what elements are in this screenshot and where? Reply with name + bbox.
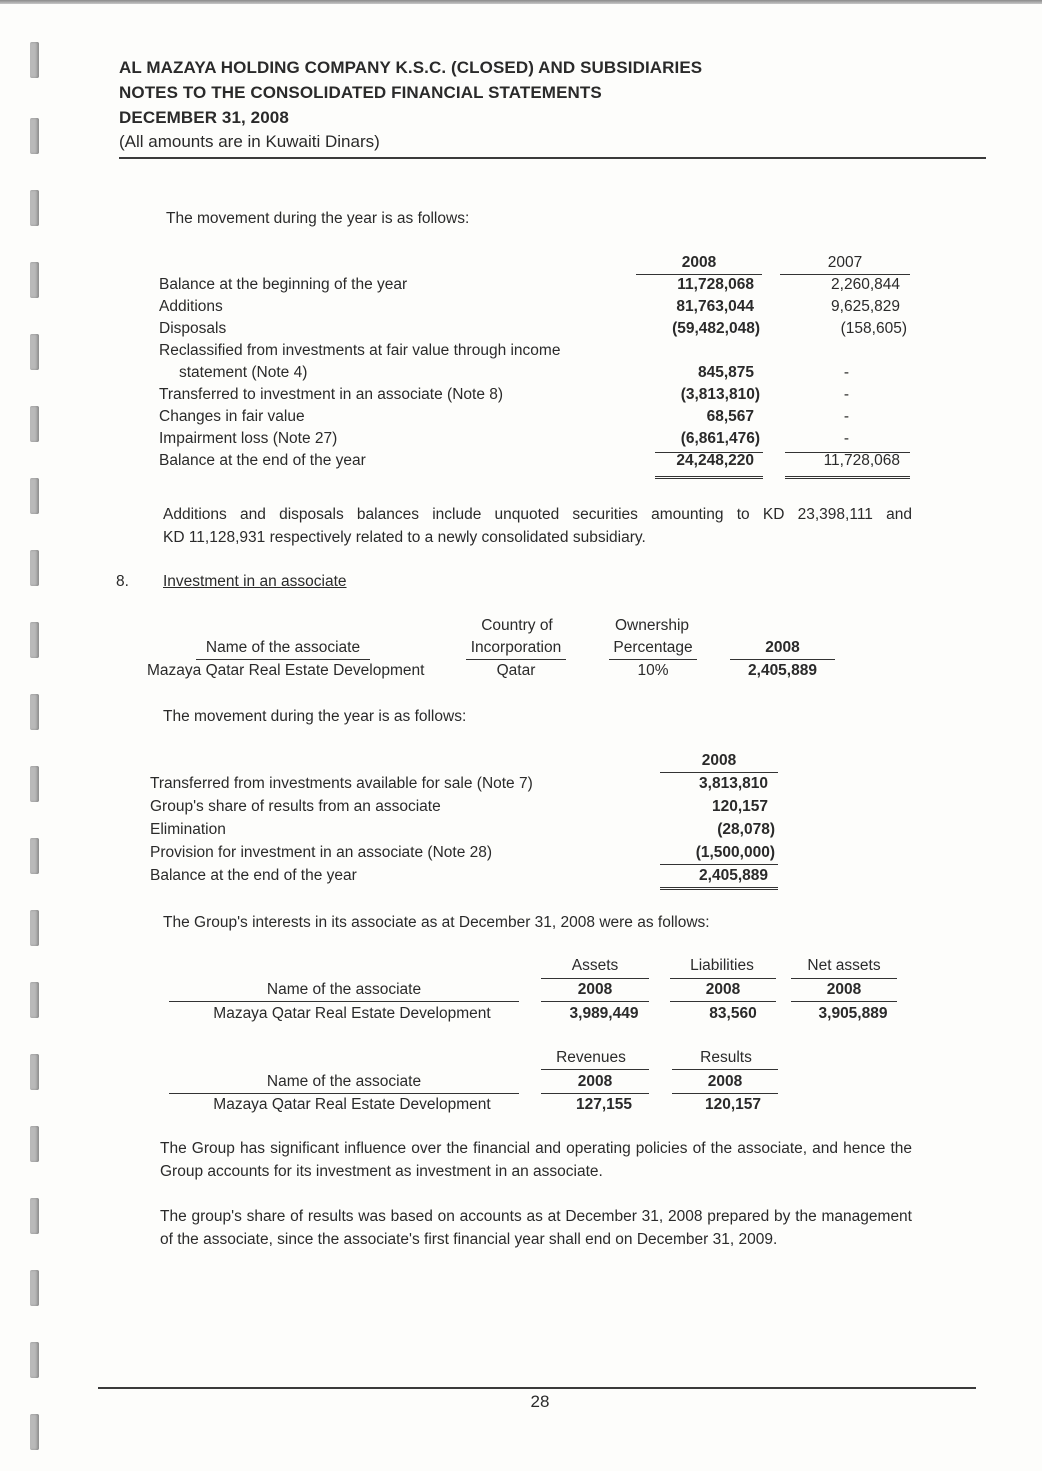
row-label: Transferred from investments available for sale (Note 7) [150, 775, 533, 792]
binder-hole [30, 406, 39, 442]
col-year-net: 2008 [791, 979, 897, 1002]
row-label: Disposals [159, 320, 227, 337]
binder-hole [30, 262, 39, 298]
col-liabilities: Liabilities [690, 957, 754, 974]
table-row [159, 450, 919, 472]
para2-line2: of the associate, since the associate's first financial year shall end on December 31, 2009. [160, 1231, 778, 1248]
row-value-2007: 2,260,844 [831, 276, 900, 293]
table-row [159, 274, 919, 296]
binder-hole [30, 1342, 39, 1378]
para1-line2: Group accounts for its investment as investment in an associate. [160, 1163, 603, 1180]
total-rule [785, 476, 910, 479]
row-value-2007: - [843, 408, 849, 425]
row-value: 3,813,810 [699, 775, 768, 792]
row-label: Provision for investment in an associate (Note 28) [150, 844, 493, 861]
table-row [159, 384, 919, 406]
company-name: AL MAZAYA HOLDING COMPANY K.S.C. (CLOSED) AND SUBSIDIARIES [119, 58, 703, 77]
row-value-2008: (3,813,810) [680, 386, 760, 403]
avs-col-2007: 2007 [780, 252, 910, 275]
associate-value: 2,405,889 [748, 662, 817, 679]
col-year-liabilities: 2008 [670, 979, 776, 1002]
row-value-2008: 81,763,044 [676, 298, 754, 315]
associate-name: Mazaya Qatar Real Estate Development [147, 662, 425, 679]
net-assets-value: 3,905,889 [818, 1005, 888, 1022]
row-value-2007: - [843, 386, 849, 403]
binder-hole [30, 1198, 39, 1234]
col-country-line2: Incorporation [466, 637, 566, 660]
avs-note-line2: KD 11,128,931 respectively related to a newly consolidated subsidiary. [163, 529, 646, 546]
row-value-2007: 11,728,068 [823, 452, 900, 469]
para1-line1: The Group has significant influence over the financial and operating policies of the associate, and hence the [160, 1140, 912, 1157]
row-label: Balance at the beginning of the year [159, 276, 408, 293]
total-rule [660, 887, 778, 890]
binder-hole [30, 118, 39, 154]
table-row [159, 296, 919, 318]
row-value-2008: (59,482,048) [672, 320, 760, 337]
row-value-2008: 11,728,068 [677, 276, 754, 293]
currency-note: (All amounts are in Kuwaiti Dinars) [119, 132, 380, 151]
para2-line1: The group's share of results was based on accounts as at December 31, 2008 prepared by the management [160, 1208, 912, 1225]
row-value-2007: 9,625,829 [831, 298, 900, 315]
associate-country: Qatar [496, 662, 536, 679]
binder-hole [30, 982, 39, 1018]
col-ownership-line1: Ownership [614, 617, 690, 634]
row-value: 2,405,889 [699, 867, 768, 884]
subtotal-rule [785, 452, 910, 453]
note-title: Investment in an associate [163, 573, 347, 590]
binder-hole [30, 622, 39, 658]
col-year-results: 2008 [672, 1071, 778, 1094]
binder-hole [30, 694, 39, 730]
movement-intro: The movement during the year is as follows: [163, 708, 467, 725]
col-year-revenues: 2008 [541, 1071, 649, 1094]
row-value-2007: - [843, 430, 849, 447]
col-results: Results [700, 1049, 752, 1066]
movement-col-2008: 2008 [660, 750, 778, 773]
row-label: Changes in fair value [159, 408, 305, 425]
subtotal-rule [660, 864, 778, 865]
binder-hole [30, 1270, 39, 1306]
table-row [150, 773, 780, 796]
top-edge [0, 0, 1042, 4]
binder-hole [30, 1054, 39, 1090]
col-year-assets: 2008 [541, 979, 649, 1002]
row-value-2007: (158,605) [840, 320, 907, 337]
table-row [159, 406, 919, 428]
results-value: 120,157 [704, 1096, 762, 1113]
row-value-2008: 24,248,220 [676, 452, 754, 469]
col-ownership-line2: Percentage [609, 637, 697, 660]
header-rule [119, 157, 986, 159]
statement-date: DECEMBER 31, 2008 [119, 108, 289, 127]
table-row [159, 340, 919, 362]
row-label: Transferred to investment in an associate (Note 8) [159, 386, 504, 403]
avs-table [159, 274, 919, 472]
table-row [150, 796, 780, 819]
header-rule [541, 1069, 649, 1070]
row-value-2008: 68,567 [706, 408, 754, 425]
row-value-2007: - [843, 364, 849, 381]
avs-note-line1: Additions and disposals balances include unquoted securities amounting to KD 23,398,111 and [163, 506, 912, 523]
avs-col-2008: 2008 [636, 252, 762, 275]
col-associate-name: Name of the associate [169, 1071, 519, 1094]
row-value-2008: (6,861,476) [680, 430, 760, 447]
table-row [150, 819, 780, 842]
row-value: (28,078) [717, 821, 775, 838]
binder-hole [30, 550, 39, 586]
binder-hole [30, 334, 39, 370]
table-row [159, 428, 919, 450]
row-label: Group's share of results from an associate [150, 798, 441, 815]
page-number: 28 [530, 1392, 550, 1411]
col-assets: Assets [571, 957, 619, 974]
binder-hole [30, 42, 39, 78]
table-row [159, 362, 919, 384]
row-label: Reclassified from investments at fair value through income [159, 342, 561, 359]
row-label: Balance at the end of the year [150, 867, 357, 884]
subtotal-rule [655, 452, 763, 453]
row-label: Elimination [150, 821, 226, 838]
footer-rule [98, 1387, 976, 1389]
col-year: 2008 [730, 637, 835, 660]
binder-hole [30, 1414, 39, 1450]
note-number: 8. [116, 573, 129, 590]
table-row [159, 318, 919, 340]
row-label: Additions [159, 298, 223, 315]
associate-name: Mazaya Qatar Real Estate Development [213, 1005, 491, 1022]
table-row [150, 865, 780, 888]
associate-ownership: 10% [637, 662, 669, 679]
binder-hole [30, 838, 39, 874]
col-associate-name: Name of the associate [169, 979, 519, 1002]
col-country-line1: Country of [481, 617, 553, 634]
table-row [150, 842, 780, 865]
row-label: Balance at the end of the year [159, 452, 366, 469]
col-net-assets: Net assets [807, 957, 881, 974]
binder-hole [30, 190, 39, 226]
header-rule [672, 1069, 778, 1070]
revenues-value: 127,155 [575, 1096, 633, 1113]
col-associate-name: Name of the associate [196, 637, 370, 660]
assets-value: 3,989,449 [569, 1005, 639, 1022]
row-value-2008: 845,875 [697, 364, 754, 381]
binder-hole [30, 478, 39, 514]
movement-table [150, 773, 780, 888]
total-rule [655, 476, 763, 479]
row-value: 120,157 [711, 798, 768, 815]
binder-hole [30, 910, 39, 946]
binder-hole [30, 766, 39, 802]
associate-name: Mazaya Qatar Real Estate Development [213, 1096, 491, 1113]
col-revenues: Revenues [556, 1049, 626, 1066]
row-value: (1,500,000) [695, 844, 775, 861]
row-label: statement (Note 4) [179, 364, 308, 381]
liabilities-value: 83,560 [709, 1005, 757, 1022]
document-title: NOTES TO THE CONSOLIDATED FINANCIAL STATEMENTS [119, 83, 602, 102]
avs-intro: The movement during the year is as follows: [166, 210, 470, 227]
row-label: Impairment loss (Note 27) [159, 430, 338, 447]
interests-intro: The Group's interests in its associate as at December 31, 2008 were as follows: [163, 914, 710, 931]
binder-hole [30, 1126, 39, 1162]
